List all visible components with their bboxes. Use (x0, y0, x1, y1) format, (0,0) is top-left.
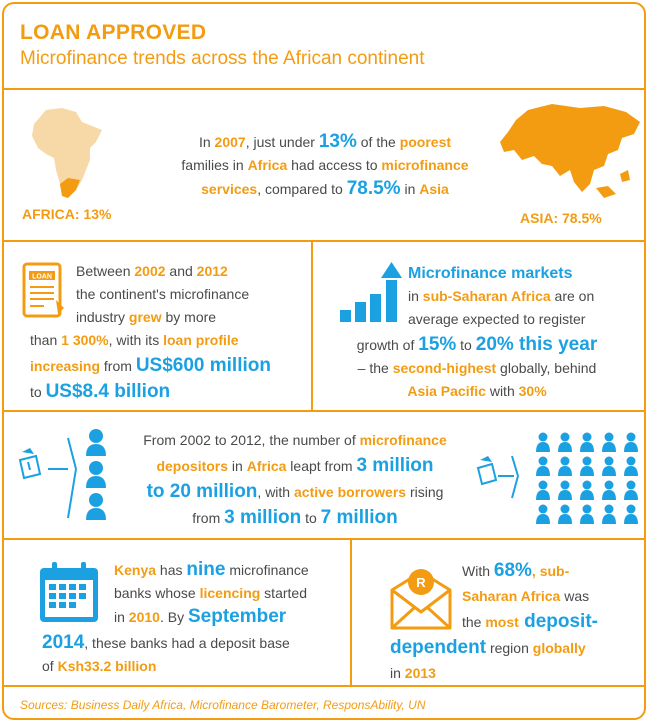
text: has (156, 562, 187, 578)
text: to (30, 384, 46, 400)
text: had access to (287, 157, 382, 173)
highlight: 2007 (214, 134, 246, 150)
text: than (30, 332, 62, 348)
text: in (390, 665, 405, 681)
text: with (485, 383, 519, 399)
highlight: US$600 million (135, 355, 271, 376)
highlight: 3 million (356, 455, 434, 476)
text: region (486, 640, 533, 656)
text: average expected to register (408, 311, 586, 327)
highlight: Africa (247, 157, 288, 173)
text: rising (406, 484, 444, 500)
highlight: 2012 (196, 263, 228, 279)
highlight: nine (186, 559, 226, 580)
highlight: 78.5% (346, 178, 401, 199)
text: With (462, 563, 494, 579)
fact-industry-growth (30, 260, 300, 404)
person-icon (558, 466, 572, 476)
person-icon (602, 466, 616, 476)
highlight: US$8.4 billion (45, 381, 171, 402)
fact-depositors (120, 428, 470, 531)
highlight: Saharan Africa (462, 588, 561, 604)
highlight: active borrowers (294, 484, 407, 500)
text: to (456, 337, 476, 353)
text: in (408, 288, 423, 304)
text: globally, behind (496, 360, 597, 376)
person-icon (539, 457, 548, 466)
money-bag-people-icon (16, 428, 116, 524)
text: are on (550, 288, 595, 304)
highlight: Microfinance markets (408, 265, 573, 282)
person-icon (583, 481, 592, 490)
africa-map-icon (32, 108, 104, 200)
highlight: 2002 (134, 263, 166, 279)
highlight: September (187, 606, 287, 627)
text: the (462, 614, 486, 630)
text: banks whose (114, 585, 200, 601)
text: , these banks had a deposit base (84, 635, 290, 651)
person-icon (627, 433, 636, 442)
text: industry (76, 309, 129, 325)
text: in (114, 609, 129, 625)
divider-bottom-vertical (350, 539, 352, 685)
highlight: Asia (419, 181, 449, 197)
divider-middle-vertical (311, 241, 313, 411)
sources-footer: Sources: Business Daily Africa, Microfinance Barometer, ResponsAbility, UN (20, 698, 426, 712)
fact-africa-asia (150, 130, 500, 201)
highlight: microfinance (381, 157, 469, 173)
text: from (192, 510, 225, 526)
person-icon (580, 514, 594, 524)
person-icon (580, 442, 594, 452)
highlight: Kenya (114, 562, 157, 578)
highlight: loan profile (163, 332, 239, 348)
person-icon (627, 505, 636, 514)
envelope-coin-icon (390, 560, 452, 630)
person-icon (539, 481, 548, 490)
highlight: , sub- (531, 563, 570, 579)
highlight: deposit- (518, 611, 598, 632)
person-icon (605, 457, 614, 466)
person-icon (539, 433, 548, 442)
money-bag-crowd-icon (474, 428, 638, 524)
fact-kenya (42, 558, 342, 678)
svg-text:R: R (416, 575, 426, 590)
person-icon (561, 457, 570, 466)
person-icon (561, 481, 570, 490)
text: the continent's microfinance (76, 286, 250, 302)
text: , compared to (257, 181, 347, 197)
text: microfinance (225, 562, 309, 578)
highlight: Ksh33.2 billion (57, 658, 157, 674)
person-icon (583, 433, 592, 442)
text: In (198, 134, 215, 150)
highlight: Africa (246, 458, 287, 474)
divider-maps (4, 240, 646, 242)
page-title: LOAN APPROVED (20, 21, 207, 44)
highlight: sub-Saharan Africa (422, 288, 551, 304)
highlight: dependent (390, 637, 487, 658)
asia-map-icon (500, 104, 640, 200)
person-icon (558, 514, 572, 524)
divider-middle (4, 410, 646, 412)
highlight: 15% (418, 334, 457, 355)
asia-label: ASIA: 78.5% (520, 210, 602, 226)
text: of (42, 658, 58, 674)
text: in (228, 458, 247, 474)
divider-header (4, 88, 646, 90)
person-icon (624, 514, 638, 524)
person-icon (539, 505, 548, 514)
person-icon (627, 457, 636, 466)
highlight: microfinance (359, 432, 447, 448)
text: From 2002 to 2012, the number of (143, 432, 360, 448)
person-icon (583, 457, 592, 466)
highlight: grew (128, 309, 162, 325)
highlight: 68% (493, 560, 532, 581)
person-icon (605, 481, 614, 490)
highlight: most (485, 614, 519, 630)
text: , with its (108, 332, 164, 348)
highlight: globally (532, 640, 586, 656)
highlight: 20% this year (475, 334, 598, 355)
text: was (560, 588, 590, 604)
highlight: 7 million (320, 507, 398, 528)
person-icon (602, 514, 616, 524)
africa-label: AFRICA: 13% (22, 206, 112, 222)
text: , with (257, 484, 294, 500)
highlight: poorest (399, 134, 452, 150)
highlight: 2014 (42, 632, 85, 653)
person-icon (624, 442, 638, 452)
page-subtitle: Microfinance trends across the African continent (20, 48, 425, 69)
person-icon (536, 490, 550, 500)
highlight: depositors (156, 458, 229, 474)
person-icon (583, 505, 592, 514)
text: by more (161, 309, 217, 325)
person-icon (580, 466, 594, 476)
person-icon (536, 514, 550, 524)
divider-depositors (4, 538, 646, 540)
highlight: 2013 (404, 665, 436, 681)
text: families in (181, 157, 248, 173)
person-icon (624, 466, 638, 476)
highlight: 2010 (128, 609, 160, 625)
highlight: increasing (30, 358, 101, 374)
person-icon (602, 490, 616, 500)
text: of the (356, 134, 400, 150)
text: . By (159, 609, 188, 625)
fact-deposit-dependence (390, 558, 642, 686)
text: and (165, 263, 197, 279)
highlight: 1 300% (61, 332, 109, 348)
text: growth of (356, 337, 419, 353)
highlight: 13% (318, 131, 357, 152)
person-icon (602, 442, 616, 452)
text: to (301, 510, 321, 526)
person-icon (627, 481, 636, 490)
person-icon (536, 442, 550, 452)
text: Between (76, 263, 135, 279)
person-icon (561, 433, 570, 442)
highlight: 30% (518, 383, 547, 399)
highlight: services (201, 181, 258, 197)
person-icon (561, 505, 570, 514)
text: in (400, 181, 420, 197)
person-icon (558, 490, 572, 500)
highlight: second-highest (392, 360, 497, 376)
text: , just under (245, 134, 319, 150)
fact-market-outlook (318, 262, 636, 403)
highlight: licencing (199, 585, 261, 601)
loan-icon-label: LOAN (32, 273, 52, 281)
person-icon (605, 505, 614, 514)
person-icon (605, 433, 614, 442)
person-icon (624, 490, 638, 500)
text: started (260, 585, 307, 601)
text: from (100, 358, 136, 374)
highlight: Asia Pacific (407, 383, 486, 399)
person-icon (558, 442, 572, 452)
highlight: 3 million (224, 507, 302, 528)
person-icon (536, 466, 550, 476)
text: – the (357, 360, 393, 376)
highlight: to 20 million (146, 481, 258, 502)
text: leapt from (286, 458, 357, 474)
person-icon (580, 490, 594, 500)
